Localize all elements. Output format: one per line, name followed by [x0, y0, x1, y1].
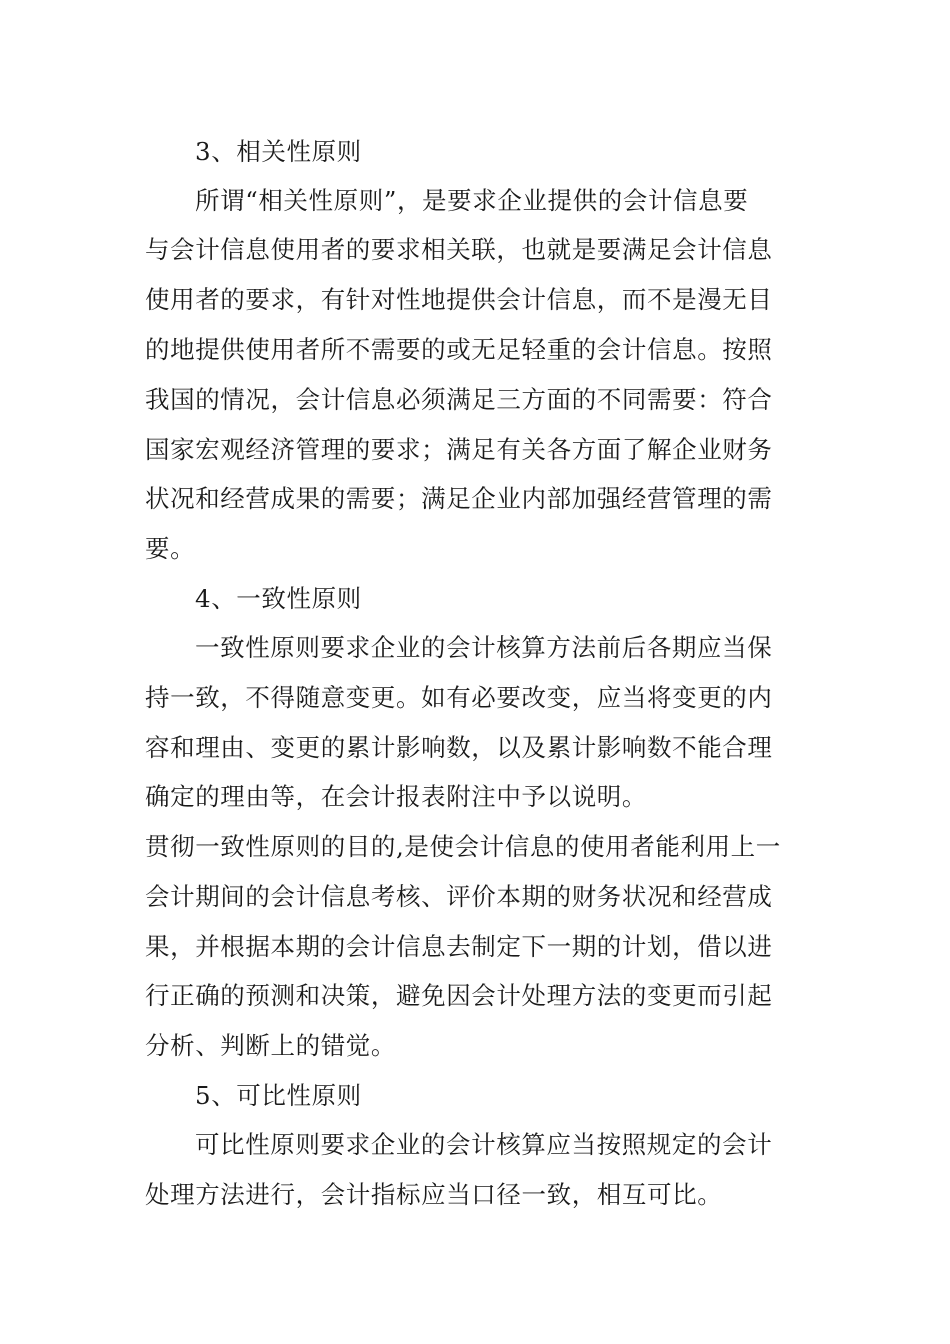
- paragraph-line: 容和理由、变更的累计影响数，以及累计影响数不能合理: [145, 733, 773, 762]
- paragraph-line: 一致性原则要求企业的会计核算方法前后各期应当保: [195, 633, 773, 662]
- section-heading: 3、相关性原则: [195, 137, 362, 166]
- paragraph-line: 分析、判断上的错觉。: [145, 1031, 396, 1060]
- paragraph-line: 处理方法进行，会计指标应当口径一致，相互可比。: [145, 1180, 723, 1209]
- section-heading: 5、可比性原则: [195, 1081, 362, 1110]
- section-heading: 4、一致性原则: [195, 584, 362, 613]
- paragraph-line: 会计期间的会计信息考核、评价本期的财务状况和经营成: [145, 882, 773, 911]
- paragraph-line: 状况和经营成果的需要；满足企业内部加强经营管理的需: [145, 484, 773, 513]
- paragraph-line: 果，并根据本期的会计信息去制定下一期的计划，借以进: [145, 932, 773, 961]
- paragraph-line: 行正确的预测和决策，避免因会计处理方法的变更而引起: [145, 981, 773, 1010]
- paragraph-line: 要。: [145, 534, 196, 563]
- paragraph-line: 的地提供使用者所不需要的或无足轻重的会计信息。按照: [145, 335, 773, 364]
- paragraph-line: 贯彻一致性原则的目的,是使会计信息的使用者能利用上一: [145, 832, 781, 861]
- paragraph-line: 确定的理由等，在会计报表附注中予以说明。: [145, 782, 647, 811]
- paragraph-line: 我国的情况，会计信息必须满足三方面的不同需要：符合: [145, 385, 773, 414]
- paragraph-line: 与会计信息使用者的要求相关联，也就是要满足会计信息: [145, 235, 773, 264]
- paragraph-line: 国家宏观经济管理的要求；满足有关各方面了解企业财务: [145, 435, 773, 464]
- paragraph-line: 可比性原则要求企业的会计核算应当按照规定的会计: [195, 1130, 773, 1159]
- paragraph-line: 使用者的要求，有针对性地提供会计信息，而不是漫无目: [145, 285, 773, 314]
- paragraph-line: 所谓“相关性原则”，是要求企业提供的会计信息要: [195, 186, 749, 215]
- paragraph-line: 持一致，不得随意变更。如有必要改变，应当将变更的内: [145, 683, 773, 712]
